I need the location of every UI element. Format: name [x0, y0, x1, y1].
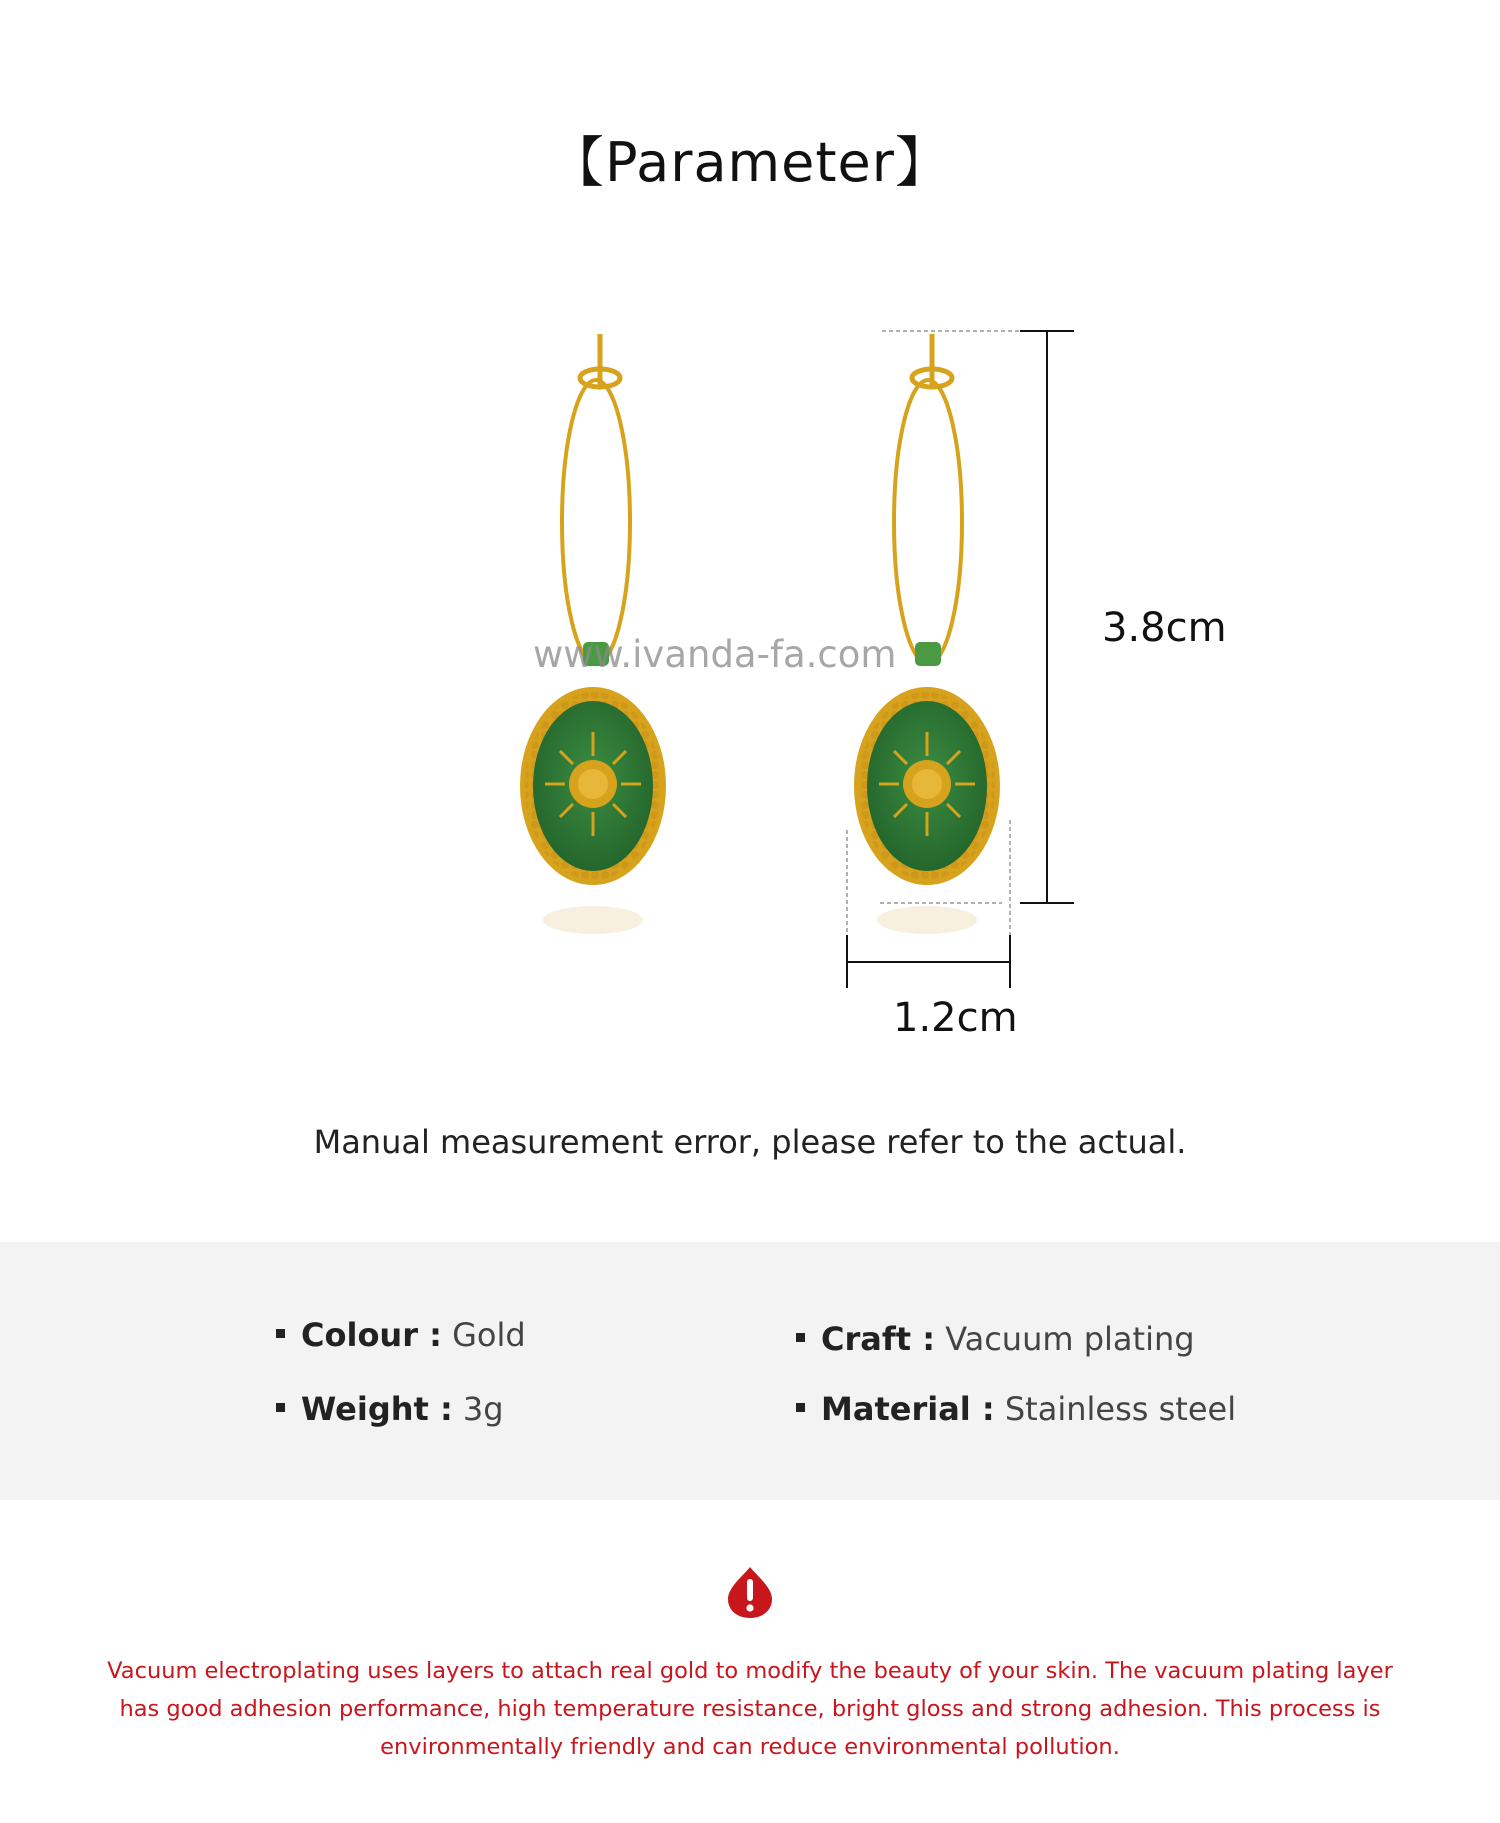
bullet-icon: [796, 1403, 805, 1412]
exclamation-drop-icon: [726, 1565, 774, 1619]
warning-text: Vacuum electroplating uses layers to attach real gold to modify the beauty of your skin. The vacuum plating layer has good adhesion performance, high temperature resistance, bright gloss and strong adhesion. This process is environmentally friendly and can reduce environmental pollution.: [107, 1658, 1393, 1760]
product-image: [440, 310, 1280, 1070]
watermark: www.ivanda-fa.com: [533, 633, 897, 676]
bullet-icon: [276, 1403, 285, 1412]
spec-panel: [0, 1242, 1500, 1500]
spec-weight-label: Weight :: [301, 1390, 453, 1428]
spec-colour-label: Colour :: [301, 1316, 442, 1354]
page-title: 【Parameter】: [550, 131, 950, 194]
spec-material-label: Material :: [821, 1390, 995, 1428]
spec-material: [796, 1390, 1236, 1428]
spec-weight: [276, 1390, 504, 1428]
spec-material-value: Stainless steel: [1004, 1390, 1237, 1428]
spec-colour: [276, 1316, 526, 1354]
spec-colour-value: Gold: [452, 1316, 526, 1354]
width-label: 1.2cm: [893, 995, 1018, 1041]
spec-craft-value: Vacuum plating: [945, 1320, 1195, 1358]
spec-weight-value: 3g: [462, 1390, 504, 1428]
bullet-icon: [796, 1333, 805, 1342]
bullet-icon: [276, 1329, 285, 1338]
spec-craft-label: Craft :: [821, 1320, 936, 1358]
measurement-note: Manual measurement error, please refer to the actual.: [313, 1123, 1187, 1161]
height-label: 3.8cm: [1102, 605, 1227, 651]
spec-craft: [796, 1320, 1195, 1358]
